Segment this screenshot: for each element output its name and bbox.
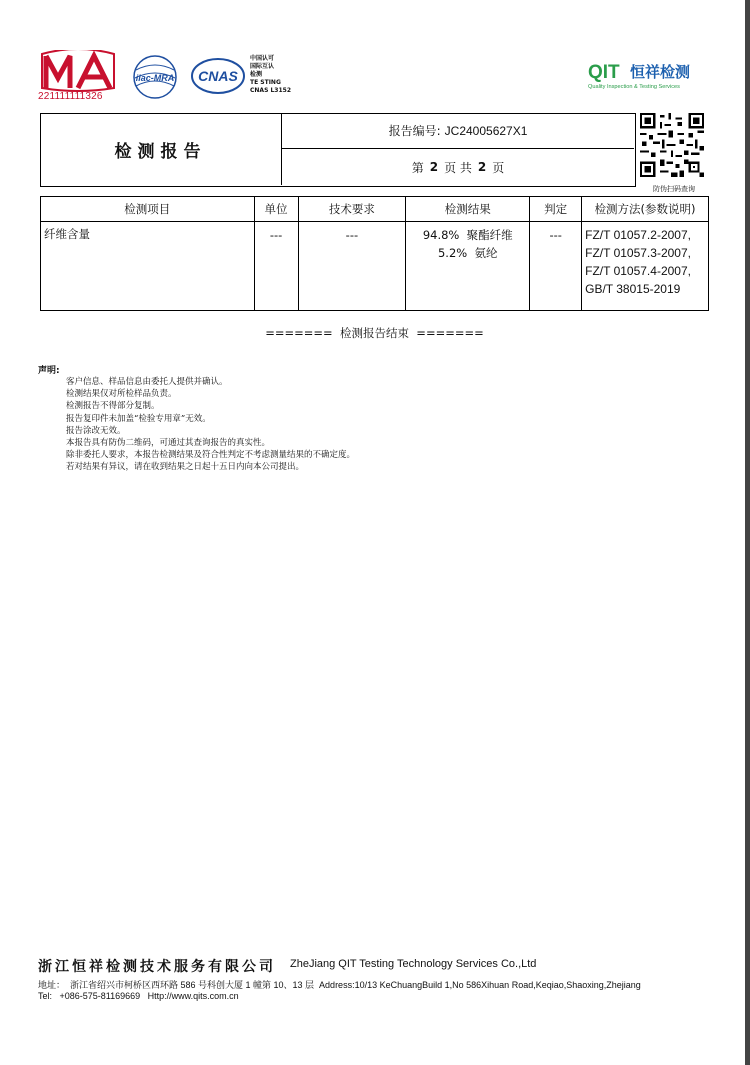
report-end-marker: ======= 检测报告结束 ======= <box>265 326 484 340</box>
qit-tagline: Quality Inspection & Testing Services <box>588 84 680 90</box>
cnas-line: TE STING <box>250 79 281 86</box>
company-name-cn: 浙江恒祥检测技术服务有限公司 <box>38 959 276 975</box>
ilac-text: ilac-MRA <box>135 73 175 83</box>
cell-item: 纤维含量 <box>41 222 255 311</box>
declaration-item: 除非委托人要求，本报告检测结果及符合性判定不考虑测量结果的不确定度。 <box>66 450 356 461</box>
col-header-requirement: 技术要求 <box>298 197 406 222</box>
company-name-en: ZheJiang QIT Testing Technology Services Co.,Ltd <box>290 958 537 970</box>
col-header-unit: 单位 <box>254 197 298 222</box>
qr-label: 防伪扫码查询 <box>653 185 695 193</box>
cnas-line: 检测 <box>250 71 263 78</box>
cnas-line: 中国认可 <box>250 55 275 62</box>
cell-result <box>406 222 530 311</box>
qit-logo <box>586 58 706 92</box>
page-current: 2 <box>429 160 439 174</box>
declaration-title: 声明: <box>38 366 60 376</box>
declaration-item: 客户信息、样品信息由委托人提供并确认。 <box>66 377 228 387</box>
cma-number: 221111111326 <box>38 91 103 102</box>
method-line: FZ/T 01057.2-2007, <box>585 228 691 242</box>
declaration-item: 检测报告不得部分复制。 <box>66 401 160 412</box>
declaration-item: 若对结果有异议，请在收到结果之日起十五日内向本公司提出。 <box>66 462 305 473</box>
results-table <box>40 196 709 311</box>
report-title: 检测报告 <box>40 113 282 185</box>
declaration-item: 本报告具有防伪二维码，可通过其查询报告的真实性。 <box>66 438 271 449</box>
company-contact: Tel: +086-575-81169669 Http://www.qits.com.cn <box>38 991 239 1001</box>
report-number-value: JC24005627X1 <box>444 123 528 138</box>
report-number <box>282 113 634 149</box>
anti-counterfeit-qr-code[interactable] <box>640 113 704 177</box>
method-line: FZ/T 01057.3-2007, <box>585 246 691 260</box>
result-line: 5.2% 氨纶 <box>437 246 498 260</box>
cell-unit: --- <box>254 222 298 311</box>
col-header-result: 检测结果 <box>406 197 530 222</box>
table-header-row <box>41 197 709 222</box>
declaration-item: 报告复印件未加盖“检验专用章”无效。 <box>66 413 211 424</box>
declaration-item: 检测结果仅对所检样品负责。 <box>66 389 177 400</box>
qit-name-cn: 恒祥检测 <box>630 63 691 81</box>
cnas-line: 国际互认 <box>250 63 275 70</box>
report-number-label: 报告编号: <box>388 124 441 138</box>
page-edge-border <box>745 0 750 1065</box>
method-line: FZ/T 01057.4-2007, <box>585 264 691 278</box>
cnas-accreditation-text <box>250 55 310 95</box>
cell-judgement: --- <box>530 222 582 311</box>
page-prefix: 第 <box>411 160 424 175</box>
col-header-method: 检测方法(参数说明) <box>582 197 709 222</box>
cell-requirement: --- <box>298 222 406 311</box>
cnas-logo-text: CNAS <box>198 68 238 84</box>
col-header-item: 检测项目 <box>41 197 255 222</box>
cnas-logo <box>190 56 246 96</box>
page-mid: 页 共 <box>444 160 472 175</box>
company-address: 地址： 浙江省绍兴市柯桥区西环路 586 号科创大厦 1 幢第 10、13 层 Address:10/13 KeChuangBuild 1,No 586Xihuan Road,Keqiao,Shaoxing,Zhejiang <box>38 980 641 990</box>
page-suffix: 页 <box>492 160 505 175</box>
cell-method <box>582 222 709 311</box>
method-line: GB/T 38015-2019 <box>585 282 681 296</box>
qit-logo-text: QIT <box>588 62 620 83</box>
table-row <box>41 222 709 311</box>
ilac-mra-logo <box>130 54 180 100</box>
cnas-line: CNAS L3152 <box>250 87 292 94</box>
page-indicator <box>282 149 634 185</box>
col-header-judgement: 判定 <box>530 197 582 222</box>
result-line: 94.8% 聚酯纤维 <box>422 228 513 242</box>
page-total: 2 <box>477 160 487 174</box>
declaration-list <box>66 376 355 474</box>
declaration-item: 报告涂改无效。 <box>66 425 126 436</box>
